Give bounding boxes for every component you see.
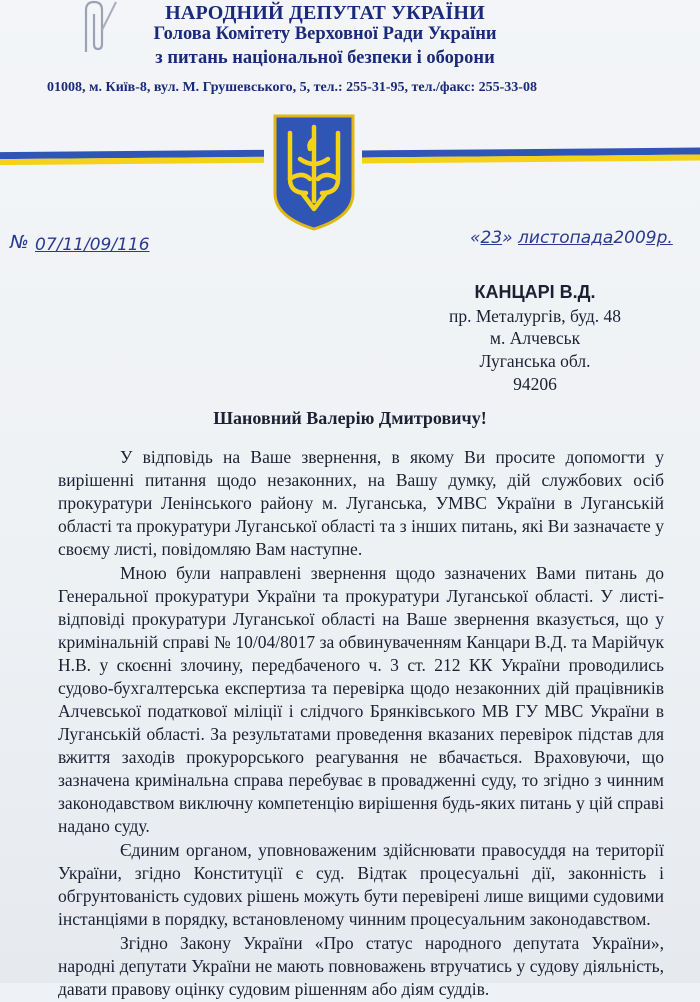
salutation: Шановний Валерію Дмитровичу! [213,408,487,428]
flag-band-left [0,150,264,165]
letter-date: «23» листопада2009р. [470,228,673,248]
recipient-name: КАНЦАРІ В.Д. [474,282,596,302]
date-year-suffix: 9р. [645,228,673,248]
flag-band-right [362,148,700,164]
registration-number: 07/11/09/116 [35,235,150,255]
recipient-street: пр. Металургів, буд. 48 [448,306,622,326]
paragraph: Мною були направлені звернення щодо зазначених Вами питань до Генеральної прокуратури України та прокуратури Луганської області. У листі-відповіді прокуратури Луганської області на Ваше звернення вказується, що у кримінальній справі № 10/04/8017 за обвинуваченням Канцари В.Д. та Марійчук Н.В. у скоєнні злочину, передбаченого ч. 3 ст. 212 КК України проводились судово-бухгалтерська експертиза та перевірка щодо незаконних дій працівників Алчевської податкової міліції і слідчого Брянківського МВ ГУ МВС України в Луганській області. За результатами проведення вказаних перевірок підстав для вжиття заходів прокурорського реагування не вбачається. Враховуючи, що зазначена кримінальна справа перебуває в провадженні суду, то згідно з чинним законодавством виключну компетенцію вирішення будь-яких питань у цій справі надано суду. [58,563,664,836]
paragraph: Єдиним органом, уповноваженим здійснювати правосуддя на території України, згідно Конституції є суд. Відтак процесуальні дії, законність і обгрунтованість судових рішень можуть бути перевірені лише вищими судовими інстанціями в порядку, встановленому чинним процесуальним законодавством. [58,840,665,929]
recipient-city: м. Алчевськ [489,328,581,348]
office-address: 01008, м. Київ-8, вул. М. Грушевського, 5, тел.: 255-31-95, тел./факс: 255-33-08 [47,80,537,95]
paragraph: Згідно Закону України «Про статус народного депутата України», народні депутати України не мають повноважень втручатись у судову діяльність, давати правову оцінку судовим рішенням або діям суддів. [58,933,664,999]
trident-icon [272,113,356,231]
date-year-prefix: 200 [613,228,646,248]
committee-title: Голова Комітету Верховної Ради України [153,24,497,44]
registration-prefix: № [10,232,29,253]
date-month: листопада [518,228,614,248]
letter-body [58,446,664,1002]
recipient-region: Луганська обл. [479,351,591,371]
date-day: 23 [480,228,503,248]
paragraph: У відповідь на Ваше звернення, в якому Ви просите допомогти у вирішенні питання щодо незаконних, на Вашу думку, дій службових осіб прокуратури Ленінського району м. Луганська, УМВС України в Луганській області та прокуратури Луганської області та з інших питань, які Ви зазначаєте у своєму листі, повідомляю Вам наступне. [58,447,664,559]
deputy-title: НАРОДНИЙ ДЕПУТАТ УКРАЇНИ [165,2,485,24]
recipient-postcode: 94206 [513,374,557,394]
committee-subtitle: з питань національної безпеки і оборони [155,48,495,68]
